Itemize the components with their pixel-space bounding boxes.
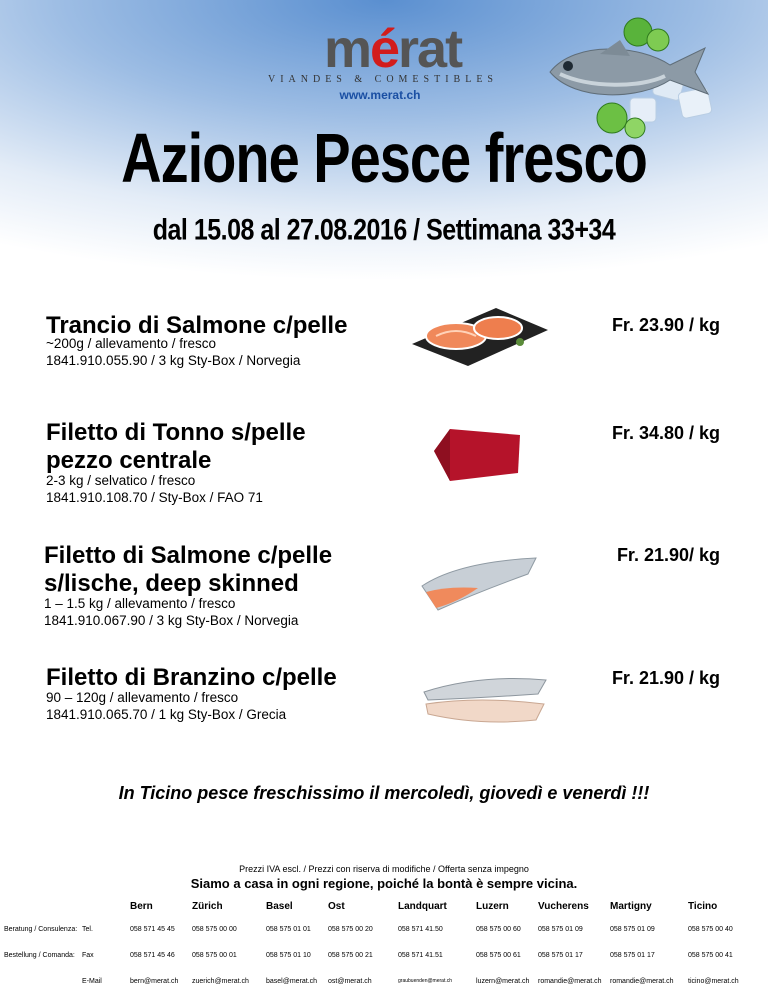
product-price: Fr. 21.90/ kg	[616, 545, 720, 565]
phone-number[interactable]: 058 575 01 09	[610, 925, 655, 933]
product-description	[44, 595, 298, 629]
location-name: Luzern	[476, 900, 509, 912]
fish-icon	[550, 40, 708, 95]
product-desc-line: 1841.910.055.90 / 3 kg Sty-Box / Norvegia	[46, 353, 301, 368]
row-label: Beratung / Consulenza:	[4, 925, 78, 933]
location-name: Zürich	[192, 900, 223, 912]
email-link[interactable]: ticino@merat.ch	[688, 977, 739, 985]
product-desc-line: 1841.910.067.90 / 3 kg Sty-Box / Norvegia	[44, 613, 299, 628]
location-name: Bern	[130, 900, 153, 912]
row-label: Bestellung / Comanda:	[4, 951, 75, 959]
email-link[interactable]: ost@merat.ch	[328, 977, 372, 985]
product-name-line: Trancio di Salmone c/pelle	[46, 312, 348, 339]
fax-number: 058 575 00 21	[328, 951, 373, 959]
product-description	[46, 472, 263, 506]
location-name: Landquart	[398, 900, 447, 912]
fax-number: 058 575 01 10	[266, 951, 311, 959]
fax-number: 058 575 00 41	[688, 951, 733, 959]
logo-subtitle: VIANDES & COMESTIBLES	[267, 74, 498, 85]
location-name: Vucherens	[538, 900, 589, 912]
ticino-fresh-note: In Ticino pesce freschissimo il mercoledì, giovedì e venerdì !!!	[118, 783, 650, 803]
fax-number: 058 575 00 61	[476, 951, 521, 959]
location-name: Basel	[266, 900, 293, 912]
email-link[interactable]: romandie@merat.ch	[538, 977, 602, 985]
phone-row	[4, 916, 764, 942]
row-label	[4, 968, 82, 994]
phone-number[interactable]: 058 575 00 00	[192, 925, 237, 933]
salmon-fillet-image	[418, 552, 542, 614]
fax-number: 058 575 00 01	[192, 951, 237, 959]
product-name-line: pezzo centrale	[46, 447, 212, 474]
product-desc-line: 1841.910.108.70 / Sty-Box / FAO 71	[46, 490, 263, 505]
logo-accent: é	[369, 19, 399, 79]
logo-wordmark	[305, 19, 480, 79]
location-name: Martigny	[610, 900, 652, 912]
row-type: Fax	[82, 951, 94, 959]
product-name	[44, 542, 332, 598]
tuna-fillet-image	[428, 421, 524, 485]
phone-number[interactable]: 058 575 00 40	[688, 925, 733, 933]
row-type: E-Mail	[82, 977, 102, 985]
email-link[interactable]: luzern@merat.ch	[476, 977, 530, 985]
phone-number[interactable]: 058 575 00 20	[328, 925, 373, 933]
product-name-line: s/lische, deep skinned	[44, 570, 299, 597]
phone-number[interactable]: 058 571 41.50	[398, 925, 443, 933]
product-description	[46, 689, 286, 723]
product-desc-line: 90 – 120g / allevamento / fresco	[46, 690, 239, 705]
product-desc-line: 1 – 1.5 kg / allevamento / fresco	[44, 596, 236, 611]
contact-table	[4, 896, 764, 994]
product-name-line: Filetto di Salmone c/pelle	[44, 542, 333, 569]
location-header-row	[4, 896, 764, 916]
product-price: Fr. 34.80 / kg	[611, 423, 720, 443]
website-link[interactable]: www.merat.ch	[339, 88, 421, 102]
fax-number: 058 571 41.51	[398, 951, 443, 959]
fax-row	[4, 942, 764, 968]
page-headline: Azione Pesce fresco	[121, 118, 647, 197]
product-desc-line: ~200g / allevamento / fresco	[46, 336, 216, 351]
product-name	[46, 419, 306, 475]
logo-prefix: m	[323, 19, 370, 79]
email-link[interactable]: romandie@merat.ch	[610, 977, 674, 985]
row-type: Tel.	[82, 925, 93, 933]
location-name: Ost	[328, 900, 345, 912]
email-link[interactable]: graubuenden@merat.ch	[398, 978, 452, 984]
product-name	[46, 664, 337, 692]
product-description	[46, 335, 300, 369]
product-price: Fr. 21.90 / kg	[611, 668, 720, 688]
phone-number[interactable]: 058 575 01 09	[538, 925, 583, 933]
fax-number: 058 571 45 46	[130, 951, 175, 959]
phone-number[interactable]: 058 571 45 45	[130, 925, 175, 933]
product-desc-line: 1841.910.065.70 / 1 kg Sty-Box / Grecia	[46, 707, 287, 722]
email-link[interactable]: zuerich@merat.ch	[192, 977, 249, 985]
location-name: Ticino	[688, 900, 718, 912]
seabass-fillet-image	[420, 670, 550, 730]
phone-number[interactable]: 058 575 00 60	[476, 925, 521, 933]
email-row	[4, 968, 764, 994]
salmon-steak-image	[408, 300, 550, 368]
fax-number: 058 575 01 17	[610, 951, 655, 959]
footer-tagline: Siamo a casa in ogni regione, poiché la bontà è sempre vicina.	[190, 876, 578, 891]
product-name-line: Filetto di Tonno s/pelle	[46, 419, 306, 446]
email-link[interactable]: bern@merat.ch	[130, 977, 179, 985]
promotion-period: dal 15.08 al 27.08.2016 / Settimana 33+34	[152, 213, 616, 247]
product-price: Fr. 23.90 / kg	[611, 315, 720, 335]
product-name-line: Filetto di Branzino c/pelle	[46, 664, 337, 691]
fax-number: 058 575 01 17	[538, 951, 583, 959]
pricing-disclaimer: Prezzi IVA escl. / Prezzi con riserva di modifiche / Offerta senza impegno	[239, 864, 529, 874]
phone-number[interactable]: 058 575 01 01	[266, 925, 311, 933]
logo-suffix: rat	[398, 19, 462, 79]
product-desc-line: 2-3 kg / selvatico / fresco	[46, 473, 196, 488]
email-link[interactable]: basel@merat.ch	[266, 977, 318, 985]
